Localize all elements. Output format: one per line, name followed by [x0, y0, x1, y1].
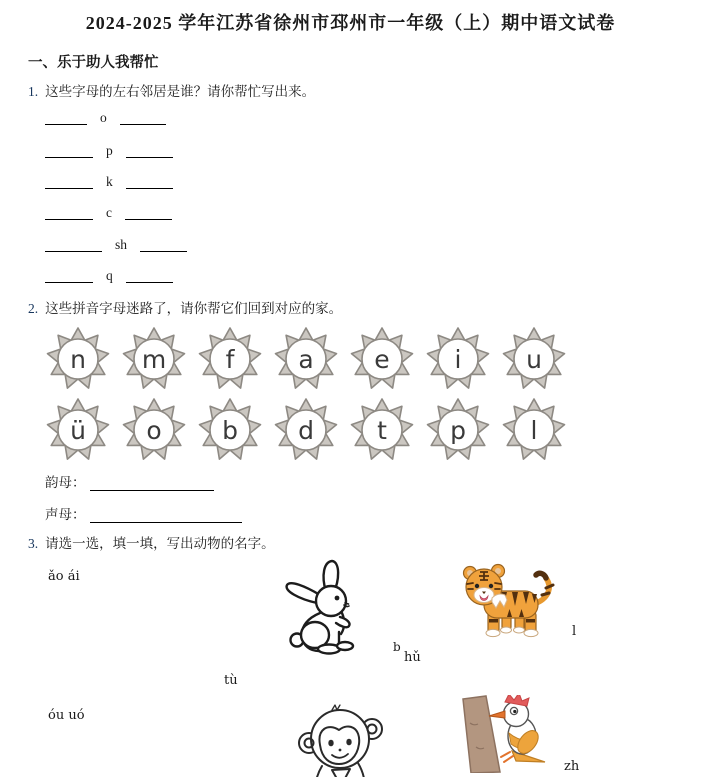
sun-letter: ü [70, 415, 86, 445]
woodpecker-on-trunk [450, 695, 550, 773]
sun-letter: d [298, 415, 314, 445]
sun-badge-icon [501, 397, 567, 463]
sun-badge-icon [197, 397, 263, 463]
initials-blank [90, 507, 242, 523]
question-1-number: 1. [28, 84, 39, 99]
initials-label: 声母： [45, 507, 86, 522]
sun-letter: f [225, 344, 235, 374]
sun-letter: l [530, 415, 538, 445]
pinyin-hint-ou-uo: óu uó [48, 708, 85, 723]
center-letter: p [106, 143, 113, 158]
label-hu: hǔ [404, 650, 421, 665]
finals-label: 韵母： [45, 475, 86, 490]
answer-blank-left [45, 267, 93, 283]
answer-blank-right [140, 236, 187, 252]
neighbor-row-c [45, 203, 172, 220]
pinyin-hint-ao-ai: ǎo ái [48, 569, 80, 584]
sun-badge-icon [425, 326, 491, 392]
center-letter: sh [115, 237, 128, 252]
answer-blank-left [45, 142, 93, 158]
question-3 [28, 532, 275, 552]
sun-badge-icon [273, 397, 339, 463]
sun-letter-row-2 [45, 397, 567, 463]
neighbor-row-o [45, 108, 166, 125]
sun-letter: e [374, 344, 390, 374]
initials-answer-line [45, 505, 242, 523]
sun-badge-icon [501, 326, 567, 392]
finals-answer-line [45, 473, 214, 491]
question-3-number: 3. [28, 536, 39, 551]
sun-letter: m [141, 344, 167, 374]
label-l: l [572, 624, 577, 639]
answer-blank-right [125, 204, 172, 220]
sun-badge-icon [349, 397, 415, 463]
sun-letter: u [526, 344, 542, 374]
sun-badge-icon [45, 326, 111, 392]
question-2-text: 这些拼音字母迷路了，请你帮它们回到对应的家。 [45, 301, 343, 316]
sun-letter-row-1 [45, 326, 567, 392]
monkey-line-drawing [282, 702, 398, 777]
sun-badge-icon [121, 326, 187, 392]
question-2 [28, 297, 342, 317]
answer-blank-left [45, 109, 87, 125]
answer-blank-right [126, 173, 173, 189]
sun-letter: o [146, 415, 162, 445]
center-letter: c [106, 205, 112, 220]
rabbit-line-drawing [274, 557, 366, 659]
sun-letter: p [450, 415, 466, 445]
sun-badge-icon [197, 326, 263, 392]
answer-blank-right [126, 267, 173, 283]
neighbor-row-p [45, 141, 173, 158]
page-title: 2024-2025 学年江苏省徐州市邳州市一年级（上）期中语文试卷 [85, 13, 616, 33]
sun-letter: b [222, 415, 238, 445]
sun-badge-icon [121, 397, 187, 463]
tiger-cartoon [458, 562, 558, 639]
answer-blank-left [45, 204, 93, 220]
label-zh: zh [564, 759, 580, 774]
finals-blank [90, 475, 214, 491]
question-3-text: 请选一选，填一填，写出动物的名字。 [45, 536, 275, 551]
sun-letter: a [298, 344, 314, 374]
sun-badge-icon [45, 397, 111, 463]
center-letter: q [106, 268, 113, 283]
sun-letter: t [377, 415, 387, 445]
section1-heading: 一、乐于助人我帮忙 [28, 55, 159, 71]
answer-blank-right [120, 109, 166, 125]
sun-badge-icon [349, 326, 415, 392]
label-b: b [393, 640, 401, 654]
sun-letter: i [454, 344, 462, 374]
center-letter: k [106, 174, 113, 189]
neighbor-row-sh [45, 235, 187, 252]
label-tu: tù [224, 673, 238, 688]
neighbor-row-q [45, 266, 173, 283]
answer-blank-left [45, 236, 102, 252]
question-2-number: 2. [28, 301, 39, 316]
question-1-text: 这些字母的左右邻居是谁？请你帮忙写出来。 [45, 84, 316, 99]
sun-badge-icon [425, 397, 491, 463]
center-letter: o [100, 110, 107, 125]
question-1 [28, 80, 315, 100]
answer-blank-right [126, 142, 173, 158]
sun-badge-icon [273, 326, 339, 392]
neighbor-row-k [45, 172, 173, 189]
answer-blank-left [45, 173, 93, 189]
sun-letter: n [70, 344, 86, 374]
